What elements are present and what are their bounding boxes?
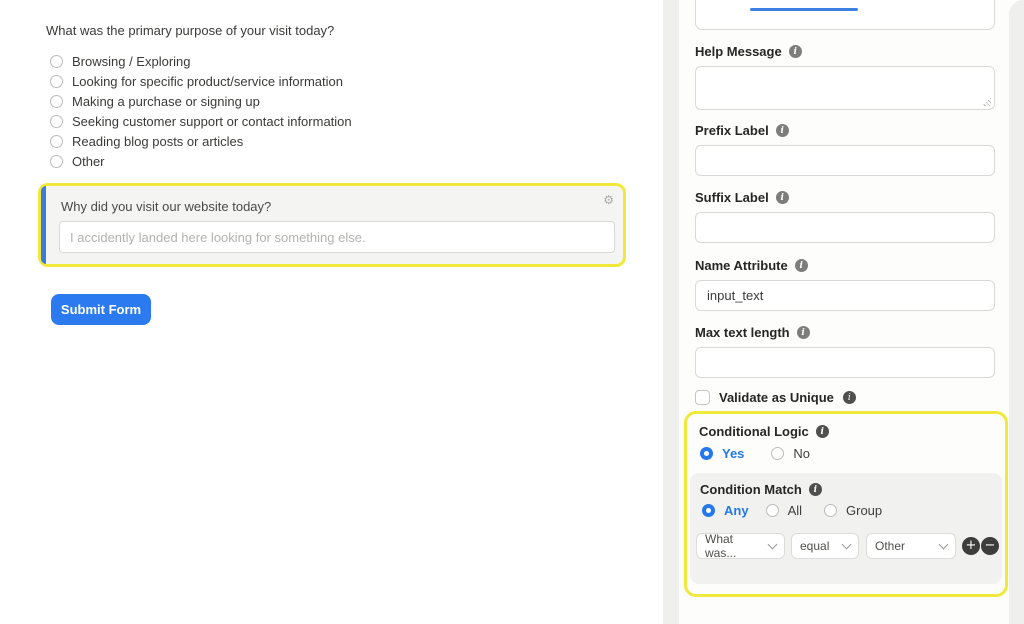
conditional-yes-label[interactable]: Yes <box>722 446 745 461</box>
condition-match-toggle <box>702 503 882 518</box>
validate-unique-label: Validate as Unique <box>719 390 834 405</box>
radio-option-support[interactable] <box>50 111 352 131</box>
resize-grip-icon[interactable] <box>982 97 991 106</box>
field-label: Name Attribute <box>695 258 788 273</box>
radio-unselected-icon[interactable] <box>50 95 63 108</box>
radio-option-specific-info[interactable] <box>50 71 352 91</box>
field-label: Help Message <box>695 44 782 59</box>
active-tab-indicator <box>750 8 858 11</box>
condition-value-select[interactable] <box>866 533 956 559</box>
conditional-logic-toggle <box>700 446 810 461</box>
page-background-strip <box>1009 0 1024 624</box>
info-icon: i <box>816 425 829 438</box>
info-icon: i <box>809 483 822 496</box>
info-icon: i <box>789 45 802 58</box>
radio-unselected-icon[interactable] <box>50 135 63 148</box>
radio-option-label: Making a purchase or signing up <box>72 93 260 109</box>
field-label: Suffix Label <box>695 190 769 205</box>
radio-option-purchase[interactable] <box>50 91 352 111</box>
validate-unique-row <box>695 390 856 405</box>
field-settings-panel <box>679 0 1009 624</box>
question-label: What was the primary purpose of your visit today? <box>46 23 335 38</box>
radio-option-label: Looking for specific product/service information <box>72 73 343 89</box>
selected-value: Other <box>875 539 906 553</box>
radio-option-label: Reading blog posts or articles <box>72 133 244 149</box>
radio-unselected-icon[interactable] <box>50 55 63 68</box>
panel-divider <box>663 0 679 624</box>
radio-option-browsing[interactable] <box>50 51 352 71</box>
name-attribute-input[interactable] <box>695 280 995 311</box>
radio-unselected-icon[interactable] <box>50 75 63 88</box>
match-all-label[interactable]: All <box>787 503 803 518</box>
prefix-label-input[interactable] <box>695 145 995 176</box>
match-group-label[interactable]: Group <box>846 503 883 518</box>
conditional-no-label[interactable]: No <box>793 446 811 461</box>
radio-selected-icon[interactable] <box>702 504 715 517</box>
section-label: Conditional Logic <box>699 424 809 439</box>
radio-selected-icon[interactable] <box>700 447 713 460</box>
chevron-down-icon <box>768 539 778 549</box>
prefix-label-row <box>695 123 789 138</box>
name-attribute-label-row <box>695 258 808 273</box>
match-any-label[interactable]: Any <box>724 503 749 518</box>
section-label: Condition Match <box>700 482 802 497</box>
selected-value: equal <box>800 539 830 553</box>
condition-operator-select[interactable] <box>791 533 859 559</box>
highlighted-field-card[interactable] <box>38 183 626 267</box>
chevron-down-icon <box>939 539 949 549</box>
radio-unselected-icon[interactable] <box>824 504 837 517</box>
info-icon: i <box>843 391 856 404</box>
suffix-label-input[interactable] <box>695 212 995 243</box>
condition-match-card <box>690 473 1002 584</box>
radio-option-label: Other <box>72 153 105 169</box>
conditional-logic-section <box>684 411 1008 597</box>
add-condition-button[interactable]: + <box>962 537 980 555</box>
radio-option-other[interactable] <box>50 151 352 171</box>
remove-condition-button[interactable]: − <box>981 537 999 555</box>
chevron-down-icon <box>842 539 852 549</box>
condition-match-label-row <box>700 482 822 497</box>
field-card-label: Why did you visit our website today? <box>61 199 272 214</box>
info-icon: i <box>795 259 808 272</box>
radio-option-label: Seeking customer support or contact information <box>72 113 352 129</box>
suffix-label-row <box>695 190 789 205</box>
field-label: Prefix Label <box>695 123 769 138</box>
info-icon: i <box>776 191 789 204</box>
radio-option-blog[interactable] <box>50 131 352 151</box>
radio-unselected-icon[interactable] <box>771 447 784 460</box>
visit-reason-input[interactable] <box>59 221 615 253</box>
condition-field-select[interactable] <box>696 533 785 559</box>
conditional-logic-label-row <box>699 424 829 439</box>
radio-unselected-icon[interactable] <box>50 155 63 168</box>
truncated-top-input[interactable] <box>695 0 995 30</box>
help-message-label-row <box>695 44 802 59</box>
max-text-length-input[interactable] <box>695 347 995 378</box>
radio-unselected-icon[interactable] <box>50 115 63 128</box>
info-icon: i <box>797 326 810 339</box>
submit-form-button[interactable]: Submit Form <box>51 294 151 325</box>
field-label: Max text length <box>695 325 790 340</box>
field-settings-icon[interactable]: ⚙ <box>603 193 614 207</box>
radio-option-label: Browsing / Exploring <box>72 53 191 69</box>
help-message-textarea[interactable] <box>695 66 995 110</box>
radio-unselected-icon[interactable] <box>766 504 779 517</box>
validate-unique-checkbox[interactable] <box>695 390 710 405</box>
active-field-indicator <box>41 186 46 264</box>
selected-value: What was... <box>705 532 737 560</box>
max-text-length-label-row <box>695 325 810 340</box>
info-icon: i <box>776 124 789 137</box>
radio-option-list <box>50 51 352 171</box>
